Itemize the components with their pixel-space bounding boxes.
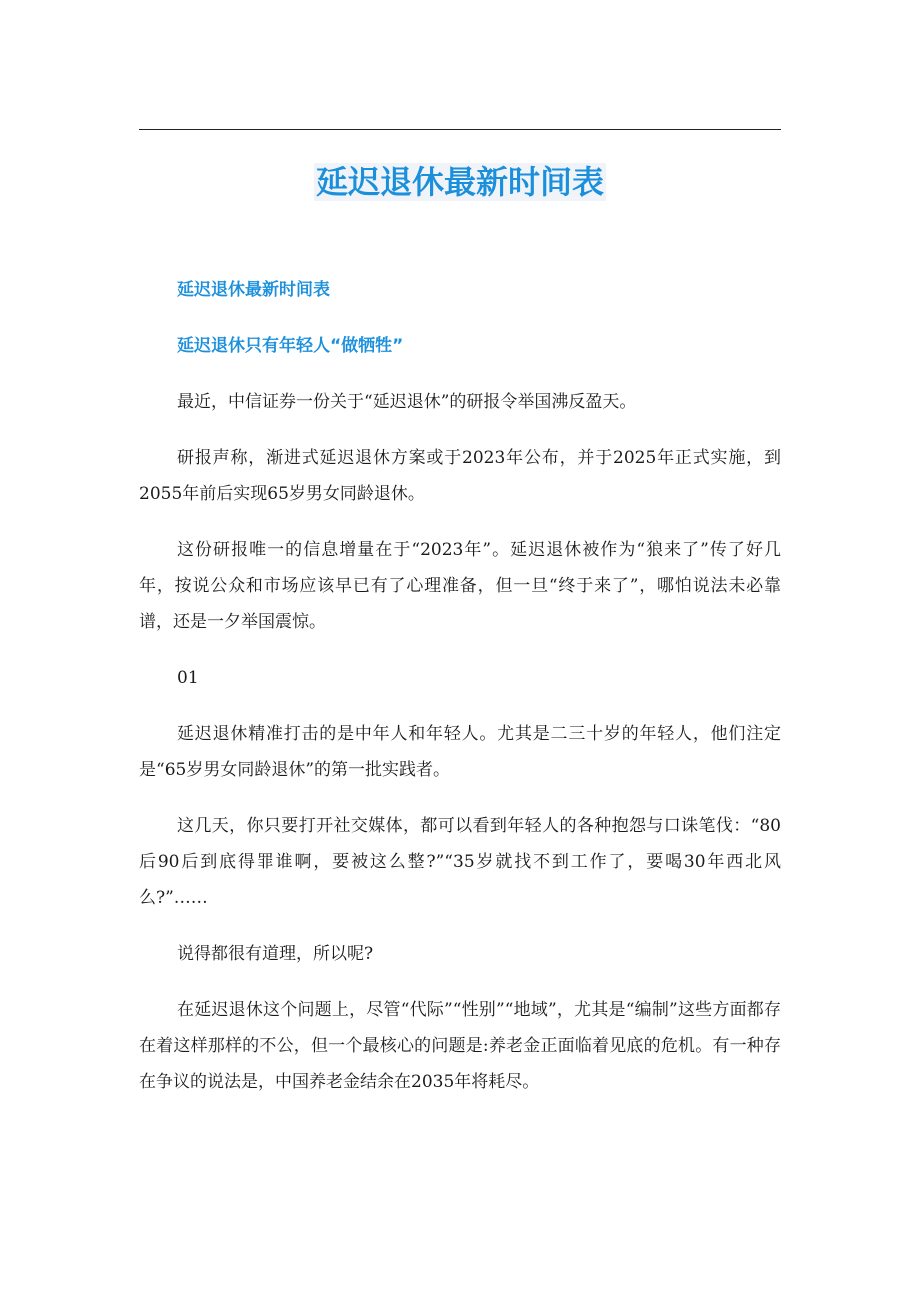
subheading-2: 延迟退休只有年轻人“做牺牲”: [177, 336, 404, 356]
document-title-text: 延迟退休最新时间表: [315, 163, 604, 201]
paragraph-4: 延迟退休精准打击的是中年人和年轻人。尤其是二三十岁的年轻人，他们注定是“65岁男女同龄退休”的第一批实践者。: [139, 724, 781, 780]
header-rule: [139, 129, 781, 130]
section-number: 01: [177, 668, 199, 688]
paragraph-3: 这份研报唯一的信息增量在于“2023年”。延迟退休被作为“狼来了”传了好几年，按说公众和市场应该早已有了心理准备，但一旦“终于来了”，哪怕说法未必靠谱，还是一夕举国震惊。: [139, 540, 781, 632]
paragraph-7: 在延迟退休这个问题上，尽管“代际”“性别”“地域”，尤其是“编制”这些方面都存在着这样那样的不公，但一个最核心的问题是:养老金正面临着见底的危机。有一种存在争议的说法是，中国养老金结余在2035年将耗尽。: [139, 1000, 781, 1092]
paragraph-6: 说得都很有道理，所以呢?: [177, 944, 374, 964]
subheading-1: 延迟退休最新时间表: [177, 280, 330, 300]
paragraph-2: 研报声称，渐进式延迟退休方案或于2023年公布，并于2025年正式实施，到2055年前后实现65岁男女同龄退休。: [139, 448, 781, 504]
paragraph-1: 最近，中信证券一份关于“延迟退休”的研报令举国沸反盈天。: [177, 392, 637, 412]
document-title: [0, 158, 920, 206]
document-body: [139, 272, 781, 1120]
paragraph-5: 这几天，你只要打开社交媒体，都可以看到年轻人的各种抱怨与口诛笔伐：“80后90后到底得罪谁啊，要被这么整?”“35岁就找不到工作了，要喝30年西北风么?”……: [139, 816, 781, 908]
